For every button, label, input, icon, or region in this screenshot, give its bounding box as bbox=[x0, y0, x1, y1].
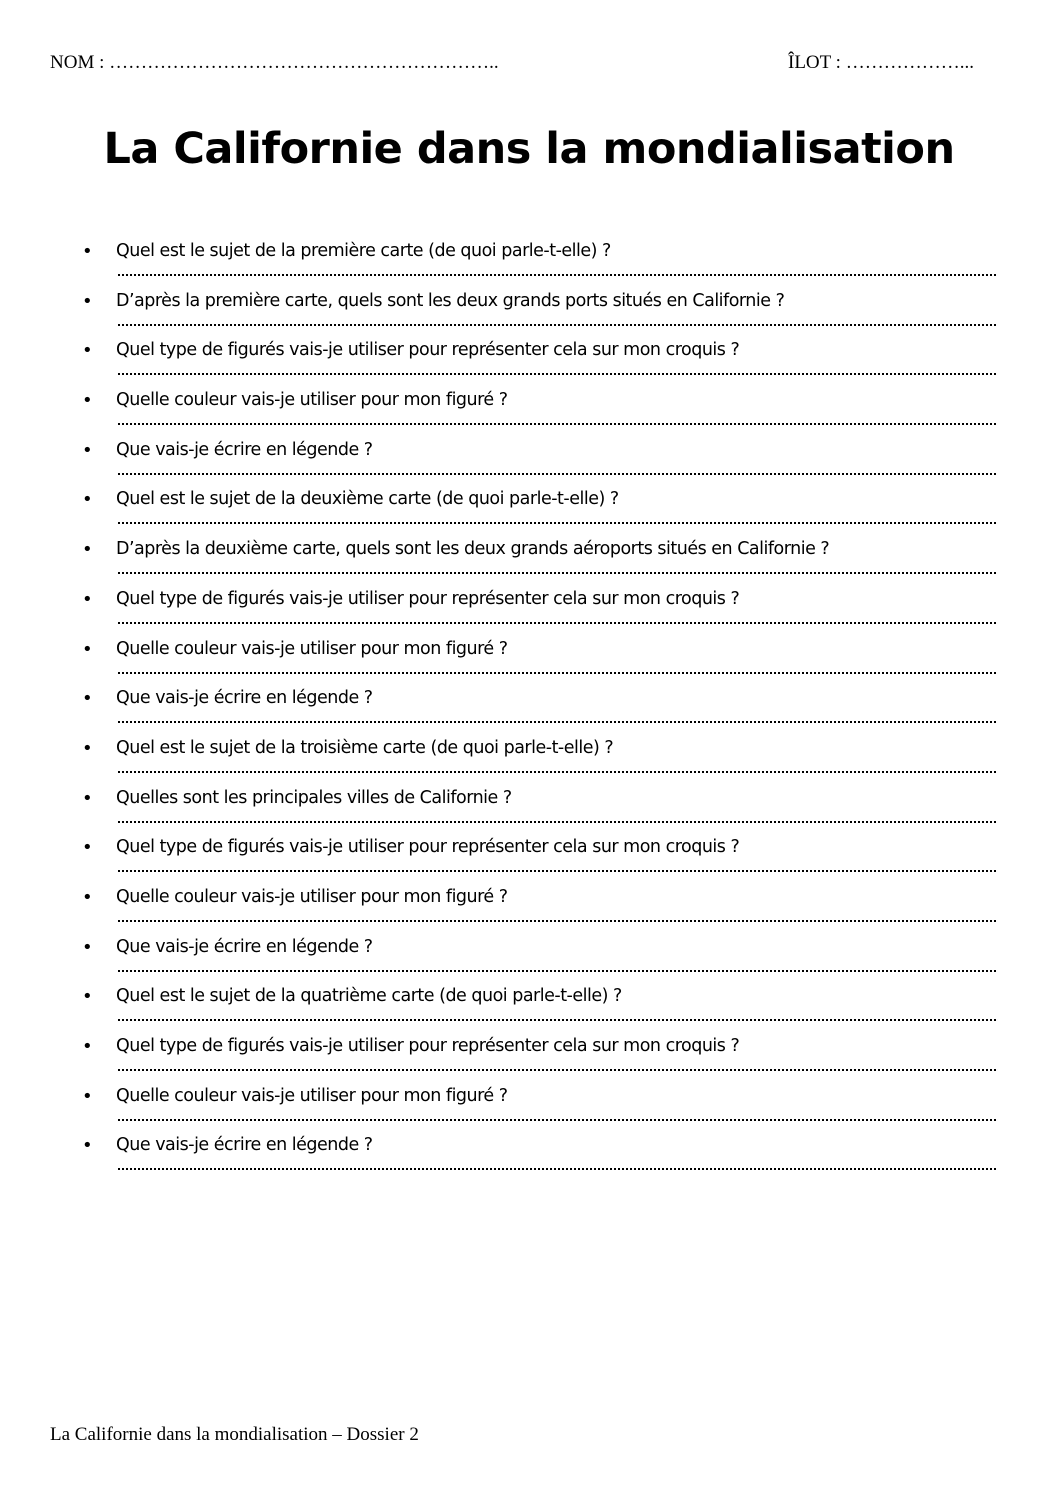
bullet-icon: • bbox=[82, 241, 93, 262]
bullet-icon: • bbox=[82, 588, 93, 610]
bullet-icon: • bbox=[82, 390, 93, 412]
question-text: Quel type de figurés vais-je utiliser pour représenter cela sur mon croquis ? bbox=[116, 588, 740, 609]
question-text: Quelle couleur vais-je utiliser pour mon figuré ? bbox=[116, 886, 508, 907]
question-text: Quel est le sujet de la première carte (de quoi parle-t-elle) ? bbox=[116, 241, 611, 261]
question-item bbox=[0, 1031, 1058, 1081]
bullet-icon: • bbox=[82, 737, 93, 759]
question-item bbox=[0, 733, 1058, 783]
bullet-icon: • bbox=[82, 688, 93, 710]
answer-line[interactable] bbox=[118, 522, 996, 524]
answer-line[interactable] bbox=[118, 821, 996, 823]
page-footer: La Californie dans la mondialisation – Dossier 2 bbox=[50, 1424, 419, 1445]
question-text: Quel type de figurés vais-je utiliser pour représenter cela sur mon croquis ? bbox=[116, 1036, 740, 1056]
page-title: La Californie dans la mondialisation bbox=[103, 124, 955, 174]
question-text: D’après la deuxième carte, quels sont les deux grands aéroports situés en Californie ? bbox=[116, 539, 830, 560]
answer-line[interactable] bbox=[118, 920, 996, 922]
bullet-icon: • bbox=[82, 340, 93, 362]
question-item bbox=[0, 1081, 1058, 1131]
group-field-line[interactable]: ÎLOT : ………………... bbox=[788, 52, 974, 73]
question-text: Que vais-je écrire en légende ? bbox=[116, 439, 373, 460]
question-text: Que vais-je écrire en légende ? bbox=[116, 936, 373, 957]
question-item bbox=[0, 882, 1058, 932]
answer-line[interactable] bbox=[118, 771, 996, 773]
question-item bbox=[0, 385, 1058, 435]
question-item bbox=[0, 584, 1058, 634]
question-text: Quelle couleur vais-je utiliser pour mon figuré ? bbox=[116, 390, 508, 411]
question-item bbox=[0, 236, 1058, 286]
answer-line[interactable] bbox=[118, 622, 996, 624]
answer-line[interactable] bbox=[118, 970, 996, 972]
question-text: Quel est le sujet de la deuxième carte (de quoi parle-t-elle) ? bbox=[116, 489, 619, 510]
question-text: Quel est le sujet de la troisième carte (de quoi parle-t-elle) ? bbox=[116, 737, 614, 758]
question-item bbox=[0, 435, 1058, 485]
answer-line[interactable] bbox=[118, 274, 996, 276]
answer-line[interactable] bbox=[118, 324, 996, 326]
question-text: Que vais-je écrire en légende ? bbox=[116, 688, 373, 709]
bullet-icon: • bbox=[82, 539, 93, 561]
question-item bbox=[0, 484, 1058, 534]
answer-line[interactable] bbox=[118, 870, 996, 872]
question-item bbox=[0, 634, 1058, 684]
name-field-line[interactable]: NOM : …………………………………………………….. bbox=[50, 52, 499, 73]
answer-line[interactable] bbox=[118, 473, 996, 475]
question-item bbox=[0, 335, 1058, 385]
question-text: Quel est le sujet de la quatrième carte (de quoi parle-t-elle) ? bbox=[116, 986, 622, 1007]
question-item bbox=[0, 932, 1058, 982]
bullet-icon: • bbox=[82, 787, 93, 809]
question-text: Quelle couleur vais-je utiliser pour mon figuré ? bbox=[116, 1085, 508, 1106]
question-item bbox=[0, 1130, 1058, 1180]
answer-line[interactable] bbox=[118, 672, 996, 674]
answer-line[interactable] bbox=[118, 423, 996, 425]
bullet-icon: • bbox=[82, 290, 93, 312]
answer-line[interactable] bbox=[118, 572, 996, 574]
bullet-icon: • bbox=[82, 1135, 93, 1157]
answer-line[interactable] bbox=[118, 721, 996, 723]
question-text: D’après la première carte, quels sont les deux grands ports situés en Californie ? bbox=[116, 290, 785, 311]
answer-line[interactable] bbox=[118, 1069, 996, 1071]
answer-line[interactable] bbox=[118, 373, 996, 375]
question-item bbox=[0, 683, 1058, 733]
question-text: Quelle couleur vais-je utiliser pour mon figuré ? bbox=[116, 638, 508, 659]
question-text: Quel type de figurés vais-je utiliser pour représenter cela sur mon croquis ? bbox=[116, 837, 740, 858]
question-text: Quel type de figurés vais-je utiliser pour représenter cela sur mon croquis ? bbox=[116, 340, 740, 361]
bullet-icon: • bbox=[82, 489, 93, 511]
question-list bbox=[0, 236, 1058, 1180]
question-item bbox=[0, 286, 1058, 336]
question-item bbox=[0, 832, 1058, 882]
bullet-icon: • bbox=[82, 1036, 93, 1057]
bullet-icon: • bbox=[82, 986, 93, 1008]
answer-line[interactable] bbox=[118, 1019, 996, 1021]
question-item bbox=[0, 783, 1058, 833]
question-text: Quelles sont les principales villes de Californie ? bbox=[116, 787, 512, 808]
question-text: Que vais-je écrire en légende ? bbox=[116, 1135, 373, 1156]
answer-line[interactable] bbox=[118, 1119, 996, 1121]
bullet-icon: • bbox=[82, 886, 93, 908]
answer-line[interactable] bbox=[118, 1168, 996, 1170]
bullet-icon: • bbox=[82, 837, 93, 859]
bullet-icon: • bbox=[82, 439, 93, 461]
question-item bbox=[0, 981, 1058, 1031]
question-item bbox=[0, 534, 1058, 584]
bullet-icon: • bbox=[82, 638, 93, 660]
bullet-icon: • bbox=[82, 936, 93, 958]
bullet-icon: • bbox=[82, 1085, 93, 1107]
